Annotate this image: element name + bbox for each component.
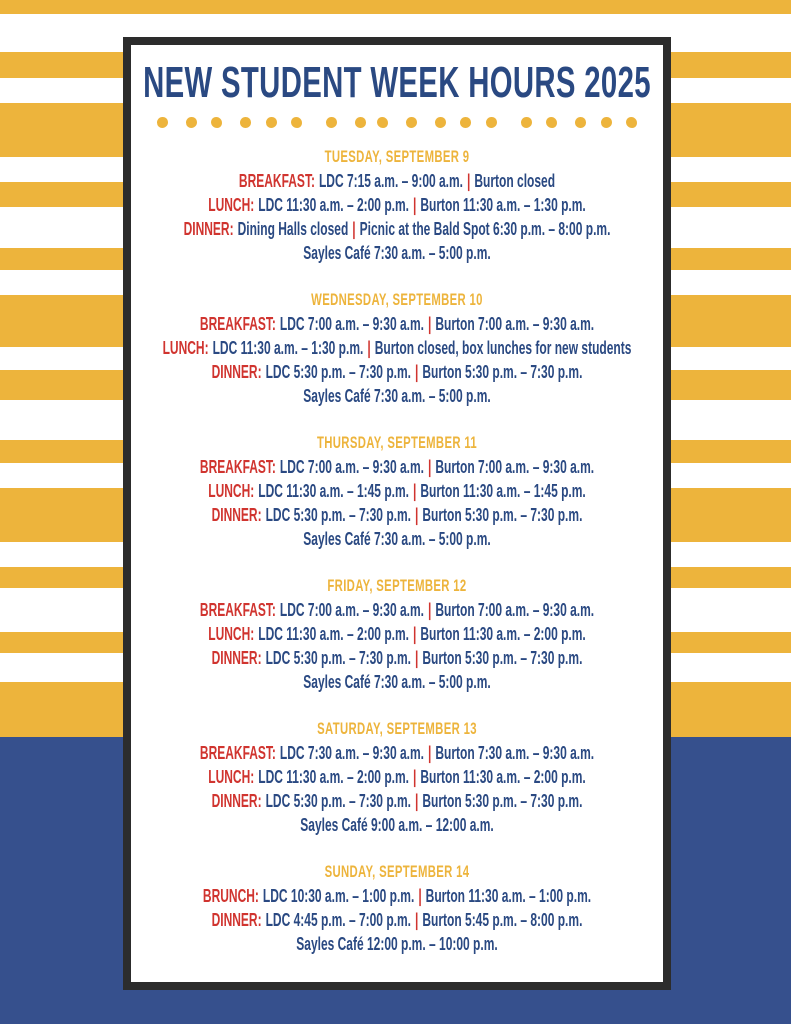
dot-icon [377, 117, 388, 128]
meal-hours-text: LDC 7:15 a.m. – 9:00 a.m. [318, 171, 464, 192]
meal-hours-text: LDC 11:30 a.m. – 1:30 p.m. [212, 338, 364, 359]
meal-label: LUNCH: [162, 338, 209, 359]
meal-hours-text: LDC 7:30 a.m. – 9:30 a.m. [279, 743, 424, 764]
meal-line [131, 217, 663, 241]
dot-icon [211, 117, 222, 128]
hours-card [123, 37, 671, 990]
pipe-separator: | [414, 505, 419, 526]
meal-label: BRUNCH: [202, 886, 259, 907]
dot-icon [601, 117, 612, 128]
meal-label: DINNER: [211, 910, 262, 931]
meal-line [131, 741, 663, 765]
dot-icon [486, 117, 497, 128]
meal-line [131, 503, 663, 527]
day-section [131, 574, 663, 694]
meal-hours-text: LDC 7:00 a.m. – 9:30 a.m. [279, 314, 424, 335]
pipe-separator: | [467, 171, 471, 192]
meal-line [131, 598, 663, 622]
meal-hours-text: Burton closed, box lunches for new students [374, 338, 632, 359]
dot-icon [406, 117, 417, 128]
meal-hours-text: Sayles Café 7:30 a.m. – 5:00 p.m. [303, 243, 491, 264]
dot-icon [521, 117, 532, 128]
pipe-separator: | [414, 791, 419, 812]
day-header: SATURDAY, SEPTEMBER 13 [317, 719, 477, 739]
meal-hours-text: Burton 5:30 p.m. – 7:30 p.m. [422, 648, 583, 669]
pipe-separator: | [427, 314, 432, 335]
meal-line [131, 884, 663, 908]
meal-lines [131, 884, 663, 956]
meal-line [131, 813, 663, 837]
meal-hours-text: Burton 11:30 a.m. – 2:00 p.m. [420, 624, 586, 645]
pipe-separator: | [414, 362, 419, 383]
meal-hours-text: LDC 11:30 a.m. – 1:45 p.m. [258, 481, 409, 502]
meal-line [131, 527, 663, 551]
meal-hours-text: Sayles Café 12:00 p.m. – 10:00 p.m. [296, 934, 498, 955]
meal-hours-text: LDC 11:30 a.m. – 2:00 p.m. [258, 624, 409, 645]
meal-hours-text: Dining Halls closed [237, 219, 349, 240]
meal-hours-text: Burton 11:30 a.m. – 2:00 p.m. [420, 767, 586, 788]
day-header: THURSDAY, SEPTEMBER 11 [317, 433, 477, 453]
meal-hours-text: Burton 7:00 a.m. – 9:30 a.m. [435, 600, 595, 621]
pipe-separator: | [427, 600, 432, 621]
page-title: NEW STUDENT WEEK HOURS 2025 [143, 58, 651, 107]
pipe-separator: | [412, 767, 417, 788]
meal-label: DINNER: [183, 219, 234, 240]
dot-icon [240, 117, 251, 128]
pipe-separator: | [367, 338, 371, 359]
pipe-separator: | [352, 219, 356, 240]
meal-line [131, 670, 663, 694]
meal-label: DINNER: [211, 648, 262, 669]
meal-line [131, 336, 663, 360]
meal-line [131, 932, 663, 956]
meal-line [131, 646, 663, 670]
meal-hours-text: LDC 10:30 a.m. – 1:00 p.m. [262, 886, 415, 907]
pipe-separator: | [412, 624, 417, 645]
dot-icon [460, 117, 471, 128]
pipe-separator: | [412, 195, 417, 216]
pipe-separator: | [418, 886, 422, 907]
dot-icon [435, 117, 446, 128]
dot-icon [355, 117, 366, 128]
meal-line [131, 455, 663, 479]
day-section [131, 288, 663, 408]
day-header: WEDNESDAY, SEPTEMBER 10 [311, 290, 483, 310]
dot-icon [326, 117, 337, 128]
meal-line [131, 169, 663, 193]
day-header: TUESDAY, SEPTEMBER 9 [324, 147, 470, 167]
meal-lines [131, 741, 663, 837]
day-section [131, 145, 663, 265]
meal-label: DINNER: [211, 505, 262, 526]
meal-hours-text: LDC 5:30 p.m. – 7:30 p.m. [265, 648, 411, 669]
days-list [131, 145, 663, 956]
meal-hours-text: Sayles Café 7:30 a.m. – 5:00 p.m. [303, 672, 491, 693]
meal-label: BREAKFAST: [199, 314, 276, 335]
meal-hours-text: Burton 5:30 p.m. – 7:30 p.m. [422, 791, 583, 812]
meal-label: LUNCH: [208, 624, 255, 645]
meal-line [131, 622, 663, 646]
day-section [131, 860, 663, 956]
meal-hours-text: LDC 5:30 p.m. – 7:30 p.m. [265, 505, 411, 526]
meal-line [131, 789, 663, 813]
meal-hours-text: Sayles Café 9:00 a.m. – 12:00 a.m. [300, 815, 494, 836]
meal-label: DINNER: [211, 362, 262, 383]
meal-hours-text: Burton 11:30 a.m. – 1:30 p.m. [420, 195, 586, 216]
pipe-separator: | [412, 481, 417, 502]
meal-line [131, 360, 663, 384]
day-section [131, 717, 663, 837]
pipe-separator: | [427, 743, 432, 764]
meal-hours-text: LDC 11:30 a.m. – 2:00 p.m. [258, 195, 409, 216]
meal-label: LUNCH: [208, 767, 255, 788]
meal-hours-text: Burton 7:00 a.m. – 9:30 a.m. [435, 314, 595, 335]
dot-icon [575, 117, 586, 128]
pipe-separator: | [427, 457, 432, 478]
dots-divider [131, 116, 663, 129]
day-header: SUNDAY, SEPTEMBER 14 [324, 862, 470, 882]
meal-hours-text: LDC 7:00 a.m. – 9:30 a.m. [279, 600, 424, 621]
meal-line [131, 384, 663, 408]
meal-hours-text: LDC 5:30 p.m. – 7:30 p.m. [265, 791, 411, 812]
meal-hours-text: Picnic at the Bald Spot 6:30 p.m. – 8:00 p.m. [359, 219, 611, 240]
meal-lines [131, 312, 663, 408]
meal-hours-text: Burton 7:00 a.m. – 9:30 a.m. [435, 457, 595, 478]
meal-hours-text: Burton closed [474, 171, 556, 192]
meal-label: DINNER: [211, 791, 262, 812]
meal-hours-text: Burton 5:30 p.m. – 7:30 p.m. [422, 505, 583, 526]
meal-line [131, 765, 663, 789]
meal-hours-text: LDC 5:30 p.m. – 7:30 p.m. [265, 362, 411, 383]
meal-label: BREAKFAST: [199, 743, 276, 764]
day-section [131, 431, 663, 551]
dot-icon [266, 117, 277, 128]
meal-label: BREAKFAST: [238, 171, 315, 192]
meal-hours-text: Burton 5:30 p.m. – 7:30 p.m. [422, 362, 583, 383]
meal-label: BREAKFAST: [199, 600, 276, 621]
meal-lines [131, 598, 663, 694]
meal-line [131, 312, 663, 336]
meal-hours-text: LDC 7:00 a.m. – 9:30 a.m. [279, 457, 424, 478]
meal-hours-text: Sayles Café 7:30 a.m. – 5:00 p.m. [303, 386, 491, 407]
meal-line [131, 241, 663, 265]
meal-label: BREAKFAST: [199, 457, 276, 478]
dot-icon [157, 117, 168, 128]
meal-label: LUNCH: [208, 195, 255, 216]
dot-icon [546, 117, 557, 128]
dot-icon [291, 117, 302, 128]
meal-line [131, 193, 663, 217]
meal-hours-text: Burton 11:30 a.m. – 1:00 p.m. [425, 886, 592, 907]
meal-lines [131, 455, 663, 551]
meal-line [131, 479, 663, 503]
meal-label: LUNCH: [208, 481, 255, 502]
meal-hours-text: Burton 11:30 a.m. – 1:45 p.m. [420, 481, 586, 502]
meal-hours-text: LDC 4:45 p.m. – 7:00 p.m. [265, 910, 411, 931]
meal-hours-text: Burton 7:30 a.m. – 9:30 a.m. [435, 743, 595, 764]
pipe-separator: | [414, 910, 419, 931]
dot-icon [186, 117, 197, 128]
meal-line [131, 908, 663, 932]
meal-hours-text: Burton 5:45 p.m. – 8:00 p.m. [422, 910, 583, 931]
meal-lines [131, 169, 663, 265]
pipe-separator: | [414, 648, 419, 669]
meal-hours-text: Sayles Café 7:30 a.m. – 5:00 p.m. [303, 529, 491, 550]
day-header: FRIDAY, SEPTEMBER 12 [327, 576, 467, 596]
dot-icon [626, 117, 637, 128]
meal-hours-text: LDC 11:30 a.m. – 2:00 p.m. [258, 767, 409, 788]
